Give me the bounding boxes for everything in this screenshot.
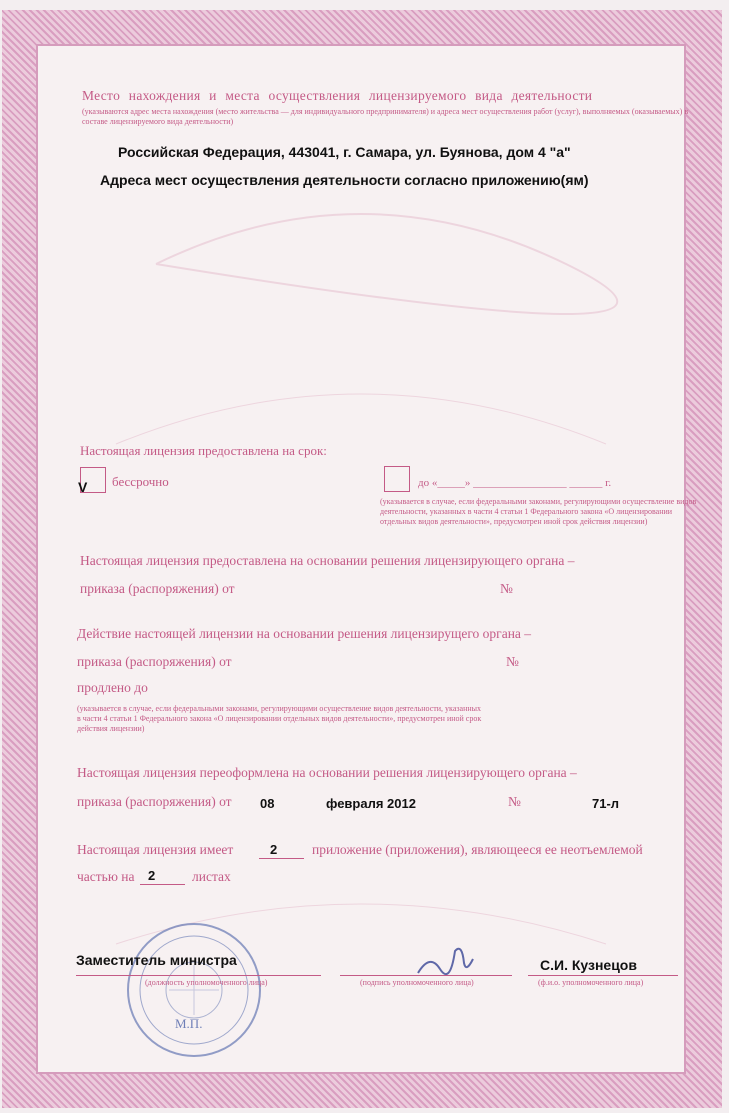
reissue-month-year: февраля 2012 bbox=[326, 796, 416, 811]
reissue-day: 08 bbox=[260, 796, 275, 811]
reissue-number: 71-л bbox=[592, 796, 620, 811]
until-note: (указывается в случае, если федеральными законами, регулирующими осуществление видов деятельности, указанных в части 4 статьи 1 Федерального закона «О лицензировании отдельных видов деятельности», предусмотрен иной срок действия лицензии) bbox=[380, 497, 697, 526]
basis-line-1: Настоящая лицензия предоставлена на основании решения лицензирующего органа – bbox=[80, 553, 575, 568]
basis-number-label: № bbox=[500, 581, 513, 596]
unlimited-label: бессрочно bbox=[112, 474, 169, 489]
reissue-line-2: приказа (распоряжения) от bbox=[77, 794, 232, 809]
address: Российская Федерация, 443041, г. Самара, ул. Буянова, дом 4 "а" bbox=[118, 144, 571, 160]
term-heading: Настоящая лицензия предоставлена на срок: bbox=[80, 443, 327, 458]
appendix-count-line bbox=[259, 858, 304, 859]
check-mark: V bbox=[78, 479, 88, 495]
appendix-text-d: листах bbox=[192, 869, 231, 884]
extension-note: (указывается в случае, если федеральными законами, регулирующими осуществление видов деятельности, указанных в части 4 статьи 1 Федерального закона «О лицензировании отдельных видов деятельности», предусмотрен иной срок действия лицензии) bbox=[77, 704, 482, 733]
basis-line-2: приказа (распоряжения) от bbox=[80, 581, 235, 596]
appendix-text-a: Настоящая лицензия имеет bbox=[77, 842, 234, 857]
reissue-number-label: № bbox=[508, 794, 521, 809]
addresses-note: Адреса мест осуществления деятельности согласно приложению(ям) bbox=[100, 172, 589, 188]
name-line bbox=[528, 975, 678, 976]
extension-line-1: Действие настоящей лицензии на основании решения лицензирущего органа – bbox=[77, 626, 532, 641]
position-line bbox=[76, 975, 321, 976]
appendix-count: 2 bbox=[270, 842, 278, 857]
authorized-position: Заместитель министра bbox=[76, 952, 237, 968]
authorized-name: С.И. Кузнецов bbox=[540, 957, 637, 973]
appendix-sheets-line bbox=[140, 884, 185, 885]
location-heading: Место нахождения и места осуществления лицензируемого вида деятельности bbox=[82, 88, 593, 103]
signature-line bbox=[340, 975, 512, 976]
appendix-text-c: частью на bbox=[77, 869, 135, 884]
location-note: (указываются адрес места нахождения (место жительства — для индивидуального предпринимателя) и адреса мест осуществления работ (услуг), выполняемых (оказываемых) в составе лицензируемого вида деятельности) bbox=[82, 107, 689, 126]
appendix-sheets: 2 bbox=[148, 868, 156, 883]
stamp-label: М.П. bbox=[175, 1016, 203, 1031]
extended-until-label: продлено до bbox=[77, 680, 148, 695]
appendix-text-b: приложение (приложения), являющееся ее неотъемлемой bbox=[312, 842, 643, 857]
name-caption: (ф.и.о. уполномоченного лица) bbox=[538, 978, 644, 987]
until-label: до «_____» _________________ ______ г. bbox=[418, 477, 612, 489]
official-seal bbox=[124, 920, 264, 1060]
signature-caption: (подпись уполномоченного лица) bbox=[360, 978, 474, 987]
until-checkbox[interactable] bbox=[384, 466, 410, 492]
position-caption: (должность уполномоченного лица) bbox=[145, 978, 268, 987]
extension-number-label: № bbox=[506, 654, 519, 669]
reissue-line-1: Настоящая лицензия переоформлена на основании решения лицензирующего органа – bbox=[77, 765, 577, 780]
extension-line-2: приказа (распоряжения) от bbox=[77, 654, 232, 669]
